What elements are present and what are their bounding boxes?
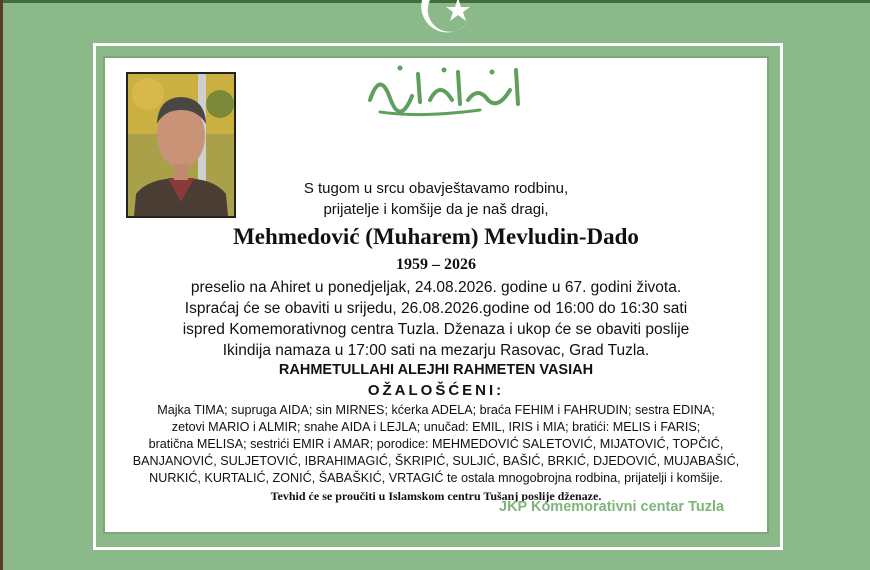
- intro-text: S tugom u srcu obavještavamo rodbinu, prijatelje i komšije da je naš dragi,: [303, 180, 569, 218]
- mourners-heading: OŽALOŠĆENI:: [367, 382, 505, 399]
- organization-signature: JKP Komemorativni centar Tuzla: [499, 499, 725, 515]
- deceased-name: Mehmedović (Muharem) Mevludin-Dado: [233, 224, 639, 249]
- mourners-list: Majka TIMA; supruga AIDA; sin MIRNES; kćerka ADELA; braća FEHIM i FAHRUDIN; sestra EDINA; zetovi MARIO i ALMIR; snahe AIDA i LEJLA; unučad: EMIL, IRIS i MIA; bratići: MELIS i FARIS; bratična MELISA; sestrići EMIR i AMAR; porodice: MEHMEDOVIĆ SALETOVIĆ, MIJATOVIĆ, TOPČIĆ, BANJANOVIĆ, SULJETOVIĆ, IBRAHIMAGIĆ, ŠKRIPIĆ, SULJIĆ, BAŠIĆ, BRKIĆ, DJEDOVIĆ, MUJABAŠIĆ, NURKIĆ, KURTALIĆ, ZONIĆ, ŠABAŠKIĆ, VRTAGIĆ te ostala mnogobrojna rodbina, prijatelji i komšije.: [132, 403, 740, 485]
- tevhid-note: Tevhid će se proučiti u Islamskom centru Tušanj poslije dženaze.: [270, 489, 602, 503]
- arabic-calligraphy: [360, 60, 530, 120]
- left-edge: [0, 0, 3, 570]
- prayer-line: RAHMETULLAHI ALEJHI RAHMETEN VASIAH: [278, 362, 594, 378]
- funeral-details: preselio na Ahiret u ponedjeljak, 24.08.2026. godine u 67. godini života. Ispraćaj će se obaviti u srijedu, 26.08.2026.godine od 16:00 do 16:30 sati ispred Komemorativnog centra Tuzla. Dženaza i ukop će se obaviti poslije Ikindija namaza u 17:00 sati na mezarju Rasovac, Grad Tuzla.: [182, 279, 690, 359]
- crescent-star-icon: [400, 0, 490, 40]
- life-years: 1959 – 2026: [396, 256, 476, 273]
